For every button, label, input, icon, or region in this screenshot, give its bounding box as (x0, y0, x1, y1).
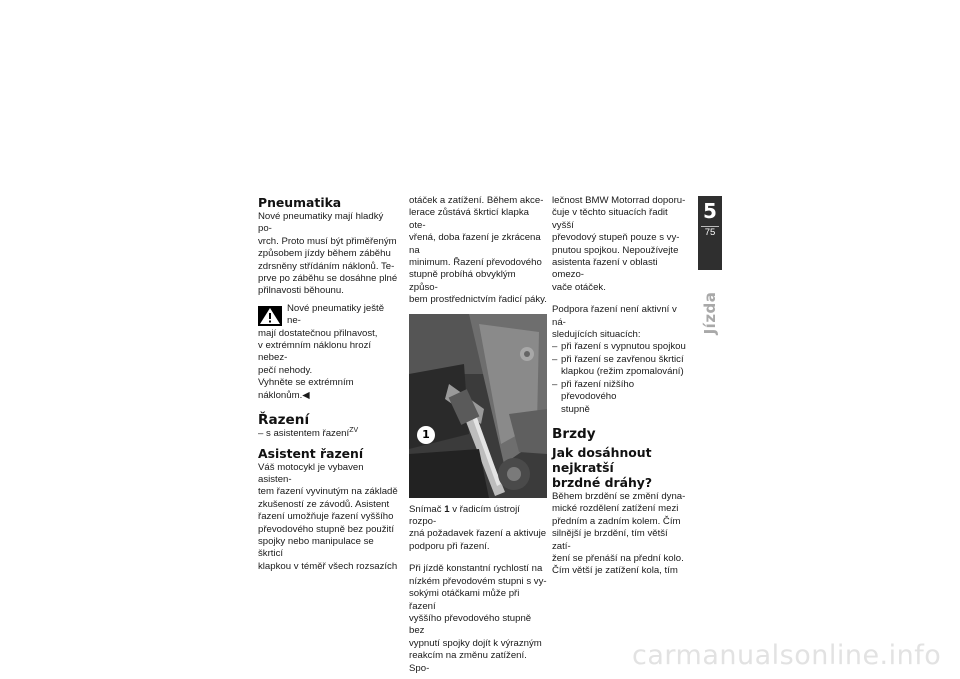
text-line: Čím větší je zatížení kola, tím (552, 565, 678, 577)
paragraph-braking (552, 491, 687, 578)
warning-triangle-icon (258, 306, 282, 326)
list-dash: – (552, 353, 558, 365)
paragraph-support (552, 304, 687, 341)
text-line: předním a zadním kolem. Čím (552, 515, 681, 527)
text-line: asistenta řazení v oblasti omezo- (552, 257, 658, 281)
warning-note (258, 303, 398, 402)
equipment-text: – s asistentem řazení (258, 428, 350, 440)
text-line: vače otáček. (552, 281, 606, 293)
text-line: Nové pneumatiky ještě ne- (287, 302, 385, 327)
text-line: mické rozdělení zatížení mezi (552, 503, 679, 515)
text-line: zkušeností ze závodů. Asistent (258, 498, 390, 510)
list-item (552, 341, 687, 353)
text-line: lerace zůstává škrticí klapka ote- (409, 207, 529, 231)
paragraph-asistent (258, 462, 398, 574)
text-line: bem prostřednictvím řadicí páky. (409, 294, 547, 306)
text-line: v extrémním náklonu hrozí nebez- (258, 340, 372, 364)
text-line: pnutou spojkou. Nepoužívejte (552, 244, 679, 256)
list-dash: – (552, 341, 558, 353)
caption-post: v řadicím ústrojí rozpo- (409, 503, 520, 528)
text-line: přilnavosti běhounu. (258, 285, 344, 297)
list-dash: – (552, 378, 558, 390)
text-line: čuje v těchto situacích řadit vyšší (552, 207, 668, 231)
chapter-tab (698, 196, 722, 270)
text-line: tem řazení vyvinutým na základě (258, 486, 398, 498)
text-line: vypnutí spojky dojít k výrazným (409, 637, 542, 649)
equipment-item (258, 428, 398, 440)
text-line: Nové pneumatiky mají hladký po- (258, 211, 384, 235)
heading-razeni: Řazení (258, 412, 310, 429)
column-1 (258, 195, 398, 573)
chapter-label (698, 278, 722, 348)
text-line: převodový stupeň pouze s vy- (552, 232, 680, 244)
shift-sensor-photo (409, 314, 547, 498)
list-item (552, 379, 687, 416)
watermark: carmanualsonline.info (632, 640, 942, 671)
text-line: mají dostatečnou přilnavost, (258, 327, 378, 339)
text-line: pečí nehody. (258, 364, 313, 376)
text-line: Vyhněte se extrémním (258, 377, 354, 389)
heading-asistent: Asistent řazení (258, 445, 364, 461)
text-line: při řazení se zavřenou škrticí (561, 353, 684, 365)
text-line: reakcím na změnu zatížení. Spo- (409, 650, 527, 674)
text-line: nízkém převodovém stupni s vy- (409, 575, 547, 587)
text-line: při řazení nižšího převodového (561, 378, 635, 403)
heading-pneumatika: Pneumatika (258, 195, 342, 210)
text-line: minimum. Řazení převodového (409, 257, 542, 269)
text-line: Váš motocykl je vybaven asisten- (258, 461, 364, 485)
heading-line: brzdné dráhy? (552, 474, 653, 490)
text-line: při řazení s vypnutou spojkou (561, 341, 686, 353)
paragraph-constant-speed (409, 563, 547, 675)
text-line: podporu při řazení. (409, 540, 490, 552)
situation-list (552, 341, 687, 415)
text-line: Během brzdění se změní dyna- (552, 490, 686, 502)
text-line: otáček a zatížení. Během akce- (409, 195, 544, 206)
caption-pre: Snímač (409, 503, 445, 515)
caption-number: 1 (444, 503, 450, 515)
equipment-sup: ZV (349, 427, 359, 435)
photo-caption (409, 504, 547, 554)
text-line: zná požadavek řazení a aktivuje (409, 528, 547, 540)
text-line: spojky nebo manipulace se škrticí (258, 535, 374, 560)
text-line: vřená, doba řazení je zkrácena na (409, 232, 541, 256)
heading-brzdy: Brzdy (552, 425, 596, 442)
column-3 (552, 195, 687, 578)
heading-line: Jak dosáhnout nejkratší (552, 444, 652, 475)
text-line: způsobem jízdy během záběhu (258, 248, 391, 260)
chapter-number: 5 (703, 199, 717, 223)
text-line: náklonům.◀ (258, 389, 310, 401)
text-line: Při jízdě konstantní rychlostí na (409, 563, 543, 575)
chapter-label-text: Jízda (701, 291, 719, 335)
text-line: převodového stupně bez použití (258, 523, 395, 535)
paragraph-pneumatika (258, 211, 398, 298)
text-line: lečnost BMW Motorrad doporu- (552, 195, 686, 206)
text-line: silnější je brzdění, tím větší zatí- (552, 528, 668, 552)
column-2 (409, 195, 547, 675)
heading-braking-question (552, 445, 687, 490)
text-line: stupně probíhá obvyklým způso- (409, 269, 516, 293)
text-line: sokými otáčkami může při řazení (409, 588, 520, 612)
text-line: žení se přenáší na přední kolo. (552, 552, 684, 564)
paragraph-recommendation (552, 195, 687, 294)
text-line: klapkou (režim zpomalování) (561, 366, 684, 378)
text-line: vyššího převodového stupně bez (409, 612, 532, 637)
text-line: prve po záběhu se dosáhne plné (258, 273, 398, 285)
callout-1: 1 (417, 426, 435, 444)
text-line: sledujících situacích: (552, 329, 641, 341)
text-line: klapkou v téměř všech rozsazích (258, 560, 398, 572)
text-line: vrch. Proto musí být přiměřeným (258, 235, 397, 247)
text-line: Podpora řazení není aktivní v ná- (552, 304, 677, 328)
page-number: 75 (704, 227, 716, 238)
text-line (409, 504, 547, 529)
paragraph-continued (409, 195, 547, 307)
list-item (552, 354, 687, 379)
text-line: stupně (561, 403, 590, 415)
text-line: řazení umožňuje řazení vyššího (258, 511, 394, 523)
text-line: zdrsněny střídáním náklonů. Te- (258, 260, 395, 272)
